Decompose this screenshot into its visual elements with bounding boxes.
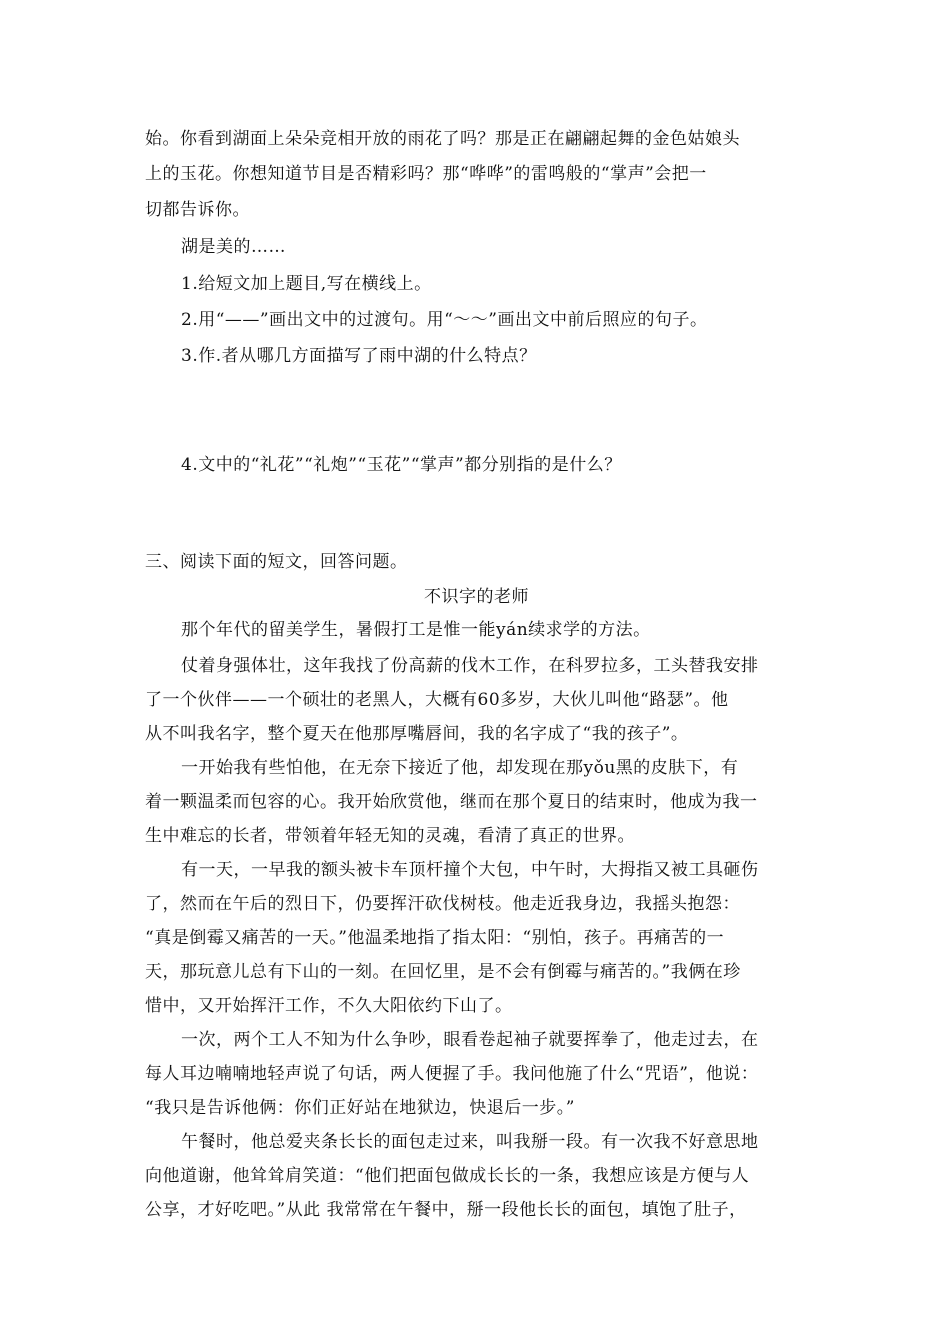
section-3-heading: 三、阅读下面的短文，回答问题。: [145, 552, 408, 572]
passage2-line-5: 一开始我有些怕他，在无奈下接近了他，却发现在那yǒu黑的皮肤下，有: [181, 758, 739, 778]
passage2-line-14: 每人耳边喃喃地轻声说了句话，两人便握了手。我问他施了什么“咒语”，他说：: [145, 1064, 759, 1084]
passage2-line-15: “我只是告诉他俩：你们正好站在地狱边，快退后一步。”: [145, 1098, 575, 1118]
passage2-title: 不识字的老师: [424, 587, 529, 607]
passage2-line-9: 了，然而在午后的烈日下，仍要挥汗砍伐树枝。他走近我身边，我摇头抱怨：: [145, 894, 740, 914]
passage2-line-1: 那个年代的留美学生，暑假打工是惟一能yán续求学的方法。: [181, 620, 651, 640]
question-4: 4.文中的“礼花”“礼炮”“玉花”“掌声”都分别指的是什么？: [181, 455, 622, 475]
passage2-line-13: 一次，两个工人不知为什么争吵，眼看卷起袖子就要挥拳了，他走过去，在: [181, 1030, 759, 1050]
passage2-line-4: 从不叫我名字，整个夏天在他那厚嘴唇间，我的名字成了“我的孩子”。: [145, 724, 689, 744]
passage2-line-7: 生中难忘的长者，带领着年轻无知的灵魂，看清了真正的世界。: [145, 826, 635, 846]
passage2-line-11: 天，那玩意儿总有下山的一刻。在回忆里，是不会有倒霉与痛苦的。”我俩在珍: [145, 962, 741, 982]
question-2: 2.用“——”画出文中的过渡句。用“～～”画出文中前后照应的句子。: [181, 310, 708, 330]
passage1-line-1: 始。你看到湖面上朵朵竞相开放的雨花了吗？那是正在翩翩起舞的金色姑娘头: [145, 129, 740, 149]
passage1-line-4: 湖是美的……: [181, 237, 286, 257]
passage2-line-2: 仗着身强体壮，这年我找了份高薪的伐木工作，在科罗拉多，工头替我安排: [181, 656, 759, 676]
passage2-line-12: 惜中，又开始挥汗工作，不久大阳依约下山了。: [145, 996, 513, 1016]
passage2-line-16: 午餐时，他总爱夹条长长的面包走过来，叫我掰一段。有一次我不好意思地: [181, 1132, 759, 1152]
passage2-line-8: 有一天，一早我的额头被卡车顶杆撞个大包，中午时，大拇指又被工具砸伤: [181, 860, 759, 880]
passage2-line-18: 公享，才好吃吧。”从此 我常常在午餐中，掰一段他长长的面包，填饱了肚子，: [145, 1200, 747, 1220]
question-3: 3.作.者从哪几方面描写了雨中湖的什么特点？: [181, 346, 537, 366]
passage2-line-10: “真是倒霉又痛苦的一天。”他温柔地指了指太阳：“别怕，孩子。再痛苦的一: [145, 928, 725, 948]
passage1-line-2: 上的玉花。你想知道节目是否精彩吗？那“哗哗”的雷鸣般的“掌声”会把一: [145, 164, 707, 184]
passage2-line-3: 了一个伙伴——一个硕壮的老黑人，大概有60多岁，大伙儿叫他“路瑟”。他: [145, 690, 729, 710]
question-1: 1.给短文加上题目,写在横线上。: [181, 274, 432, 294]
passage2-line-17: 向他道谢，他耸耸肩笑道：“他们把面包做成长长的一条，我想应该是方便与人: [145, 1166, 750, 1186]
passage1-line-3: 切都告诉你。: [145, 200, 250, 220]
passage2-line-6: 着一颗温柔而包容的心。我开始欣赏他，继而在那个夏日的结束时，他成为我一: [145, 792, 758, 812]
